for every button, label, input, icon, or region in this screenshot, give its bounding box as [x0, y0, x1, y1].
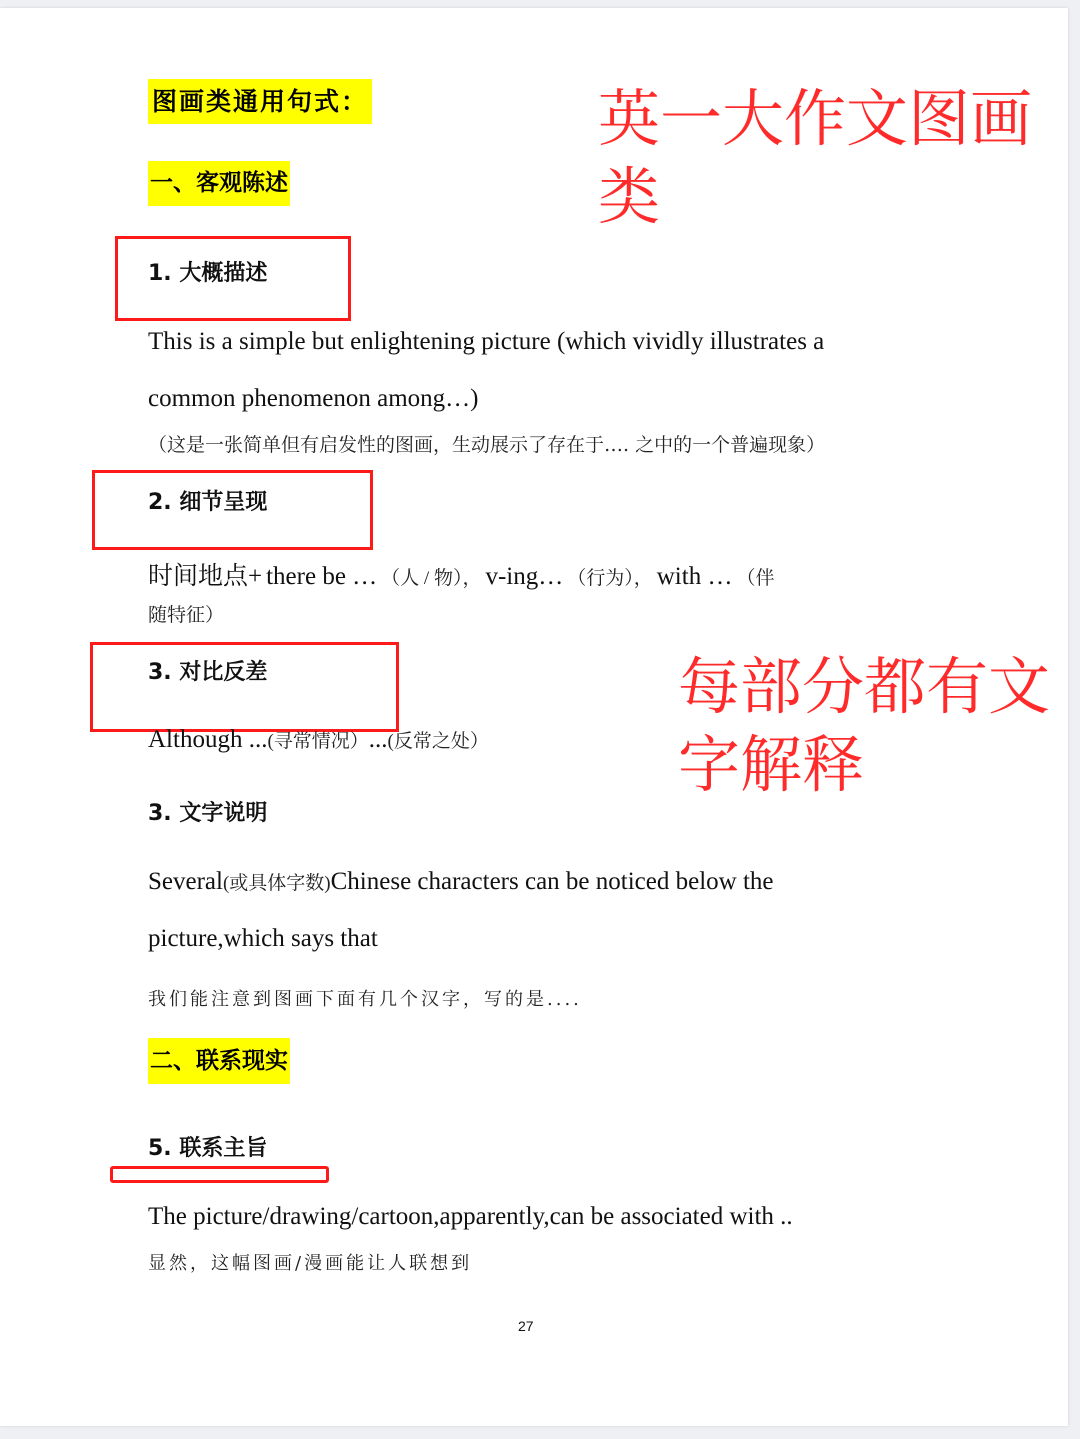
item-2-en-3: with …	[656, 563, 733, 590]
item-2-en-1: there be …	[266, 563, 378, 590]
document-page	[0, 8, 1068, 1426]
item-3-en-1: Although ...	[148, 726, 268, 753]
item-2-cn-3: （行为），	[567, 568, 653, 589]
item-2-heading: 2. 细节呈现	[148, 490, 268, 515]
item-4-en-2: Chinese characters can be noticed below the	[330, 868, 774, 895]
item-1-english-line-2: common phenomenon among…)	[148, 385, 479, 412]
overlay-note-line2: 字解释	[678, 728, 865, 801]
overlay-title	[598, 80, 1032, 236]
item-4-en-1: Several	[148, 868, 223, 895]
item-3-en-2: ...	[368, 726, 388, 753]
item-4-cn-1: (或具体字数)	[222, 873, 331, 894]
item-5-english: The picture/drawing/cartoon,apparently,can be associated with ..	[148, 1203, 793, 1230]
item-5-chinese: 显然，这幅图画/漫画能让人联想到	[148, 1253, 473, 1274]
item-2-cn-4: （伴	[736, 568, 775, 589]
item-2-cn-2: （人 / 物），	[381, 568, 482, 589]
overlay-title-line1: 英一大作文图画	[598, 82, 1033, 155]
item-1-heading: 1. 大概描述	[148, 261, 268, 286]
item-4-heading: 3. 文字说明	[148, 801, 268, 826]
overlay-note	[678, 648, 1050, 804]
item-2-line-1	[148, 556, 774, 592]
item-4-line-1	[148, 868, 773, 896]
page-number: 27	[518, 1318, 534, 1334]
item-2-line-2: 随特征）	[148, 604, 225, 626]
item-3-cn-2: (反常之处）	[387, 731, 489, 752]
item-2-en-2: v-ing…	[485, 563, 564, 590]
item-3-line	[148, 726, 489, 754]
red-underline-item-5	[110, 1166, 329, 1183]
item-1-chinese: （这是一张简单但有启发性的图画，生动展示了存在于…. 之中的一个普遍现象）	[148, 434, 826, 456]
main-title: 图画类通用句式：	[148, 79, 372, 124]
overlay-title-line2: 类	[598, 160, 661, 233]
item-2-cn-1: 时间地点+	[148, 563, 263, 590]
overlay-note-line1: 每部分都有文	[678, 650, 1051, 723]
item-4-chinese: 我们能注意到图画下面有几个汉字，写的是....	[148, 989, 582, 1010]
item-3-cn-1: (寻常情况）	[267, 731, 369, 752]
item-4-english-line-2: picture,which says that	[148, 925, 378, 952]
section-2-title: 二、联系现实	[148, 1038, 290, 1084]
item-1-english-line-1: This is a simple but enlightening picture (which vividly illustrates a	[148, 328, 825, 355]
item-5-heading: 5. 联系主旨	[148, 1136, 268, 1161]
item-3-heading: 3. 对比反差	[148, 660, 268, 685]
section-1-title: 一、客观陈述	[148, 161, 290, 206]
